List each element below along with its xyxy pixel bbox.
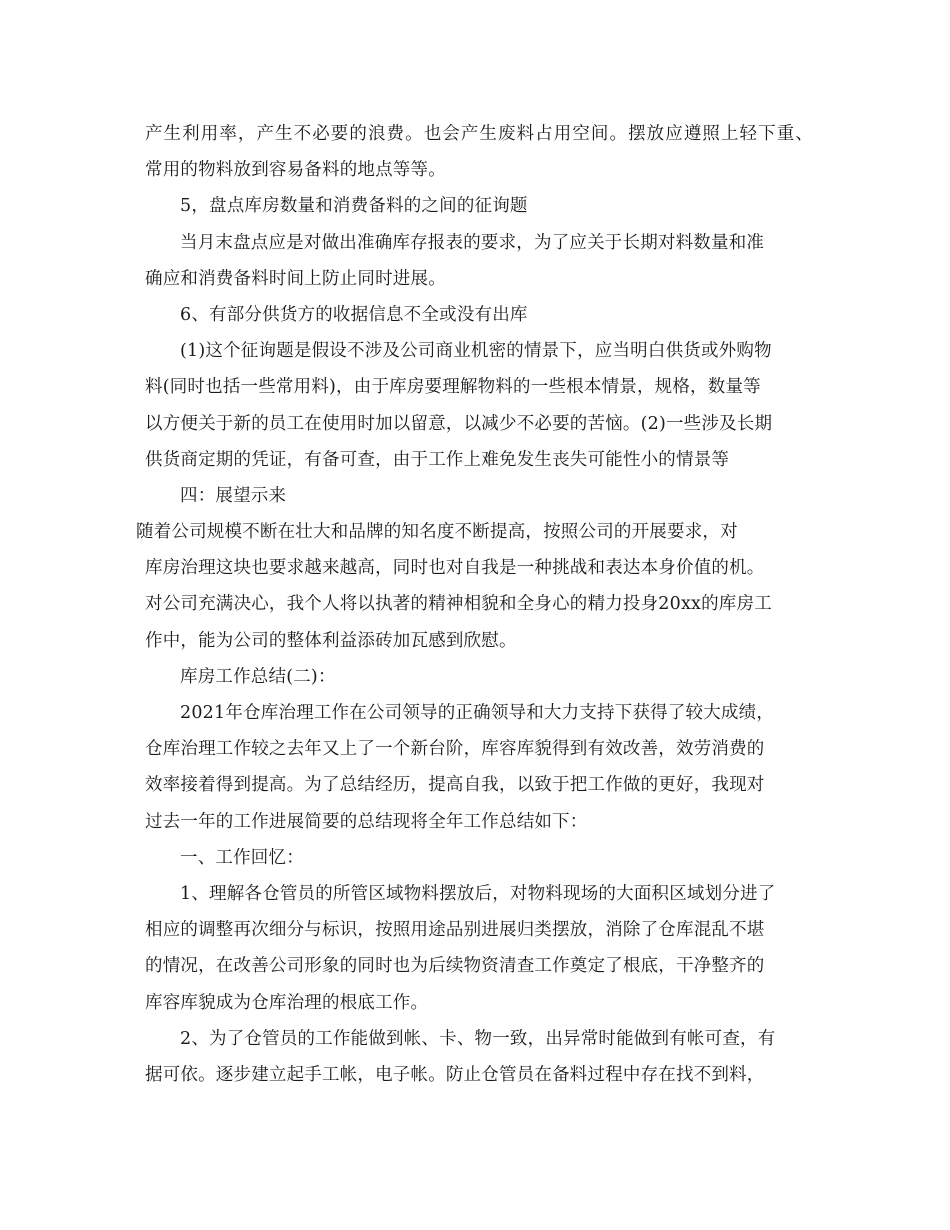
text-line: (1)这个征询题是假设不涉及公司商业机密的情景下，应当明白供货或外购物 (180, 341, 772, 362)
text-line: 对公司充满决心，我个人将以执著的精神相貌和全身心的精力投身20xx的库房工 (145, 594, 772, 615)
text-line: 过去一年的工作进展简要的总结现将全年工作总结如下： (145, 811, 588, 832)
text-line: 供货商定期的凭证，有备可查，由于工作上难免发生丧失可能性小的情景等 (145, 449, 730, 470)
text-line: 库容库貌成为仓库治理的根底工作。 (145, 992, 429, 1013)
text-line: 效率接着得到提高。为了总结经历，提高自我，以致于把工作做的更好，我现对 (145, 775, 765, 796)
section-heading: 6、有部分供货方的收据信息不全或没有出库 (180, 304, 528, 325)
document-body (136, 116, 813, 1093)
text-line: 1、理解各仓管员的所管区域物料摆放后，对物料现场的大面积区域划分进了 (180, 883, 776, 904)
text-line: 产生利用率，产生不必要的浪费。也会产生废料占用空间。摆放应遵照上轻下重、 (145, 124, 813, 144)
text-line: 随着公司规模不断在壮大和品牌的知名度不断提高，按照公司的开展要求，对 (136, 522, 738, 543)
text-line: 确应和消费备料时间上防止同时进展。 (145, 268, 446, 289)
text-line: 当月末盘点应是对做出准确库存报表的要求，为了应关于长期对料数量和准 (180, 232, 765, 253)
text-line: 相应的调整再次细分与标识，按照用途品别进展归类摆放，消除了仓库混乱不堪 (145, 920, 765, 941)
text-line: 2021年仓库治理工作在公司领导的正确领导和大力支持下获得了较大成绩， (180, 703, 775, 723)
text-line: 常用的物料放到容易备料的地点等等。 (145, 160, 446, 181)
section-heading: 库房工作总结(二)： (180, 666, 336, 687)
section-heading: 四：展望示来 (180, 485, 287, 506)
text-line: 2、为了仓管员的工作能做到帐、卡、物一致，出异常时能做到有帐可查，有 (180, 1028, 776, 1049)
text-line: 库房治理这块也要求越来越高，同时也对自我是一种挑战和表达本身价值的机。 (145, 558, 765, 579)
text-line: 作中，能为公司的整体利益添砖加瓦感到欣慰。 (145, 630, 517, 651)
section-heading: 一、工作回忆： (180, 847, 304, 868)
text-line: 以方便关于新的员工在使用时加以留意，以减少不必要的苦恼。(2)一些涉及长期 (145, 413, 773, 434)
text-line: 料(同时也括一些常用料)，由于库房要理解物料的一些根本情景，规格，数量等 (145, 377, 761, 398)
section-heading: 5，盘点库房数量和消费备料的之间的征询题 (180, 196, 528, 217)
text-line: 的情况，在改善公司形象的同时也为后续物资清查工作奠定了根底，干净整齐的 (145, 956, 765, 977)
text-line: 据可依。逐步建立起手工帐，电子帐。防止仓管员在备料过程中存在找不到料， (145, 1064, 765, 1085)
text-line: 仓库治理工作较之去年又上了一个新台阶，库容库貌得到有效改善，效劳消费的 (145, 739, 765, 760)
